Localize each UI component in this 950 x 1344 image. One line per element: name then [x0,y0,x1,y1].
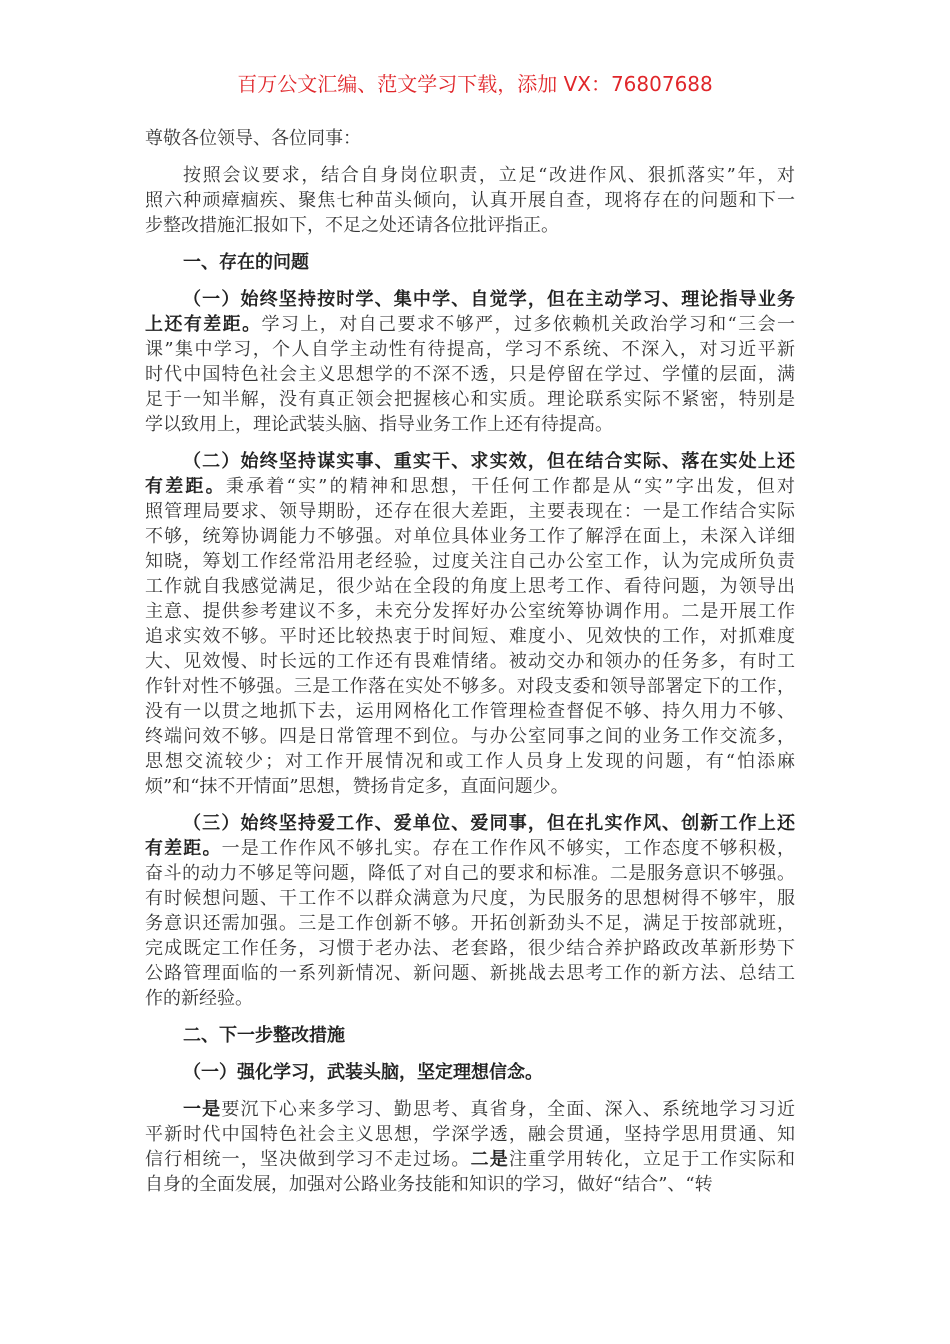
body-text: 注重学用转化，立足于工作实际和 [508,1149,796,1170]
body-text: 有时候想问题、干工作不以群众满意为尺度，为民服务的思想树得不够牢，服 [145,888,795,909]
text-line [145,911,795,936]
body-text: 平新时代中国特色社会主义思想，学深学透，融会贯通，坚持学思用贯通、知 [145,1124,795,1145]
text-line [145,861,795,886]
text-line [145,624,795,649]
text-line [145,774,795,799]
text-line [145,188,795,213]
text-line [145,362,795,387]
text-line [145,1097,795,1122]
text-line [145,1122,795,1147]
text-line [145,649,795,674]
text-line [145,126,795,151]
body-text: 大、见效慢、时长远的工作还有畏难情绪。被动交办和领办的任务多，有时工 [145,651,795,672]
text-line [145,287,795,312]
body-text: 追求实效不够。平时还比较热衷于时间短、难度小、见效快的工作，对抓难度 [145,626,795,647]
text-line [145,213,795,238]
body-text: 不够，统筹协调能力不够强。对单位具体业务工作了解浮在面上，未深入详细 [145,526,795,547]
body-text: 奋斗的动力不够足等问题，降低了对自己的要求和标准。二是服务意识不够强。 [145,863,795,884]
bold-text: 有差距。 [145,838,222,859]
text-line [145,449,795,474]
text-line [145,549,795,574]
body-text: 务意识还需加强。三是工作创新不够。开拓创新劲头不足，满足于按部就班， [145,913,795,934]
body-text: 没有一以贯之地抓下去，运用网格化工作管理检查督促不够、持久用力不够、 [145,701,795,722]
text-line [145,1172,795,1197]
text-line [145,836,795,861]
text-line [145,387,795,412]
paragraph [145,163,795,238]
body-text: 终端问效不够。四是日常管理不到位。与办公室同事之间的业务工作交流多， [145,726,795,747]
bold-text: （一）始终坚持按时学、集中学、自觉学，但在主动学习、理论指导业务 [183,289,795,310]
body-text: 知晓，筹划工作经常沿用老经验，过度关注自己办公室工作，认为完成所负责 [145,551,795,572]
text-line [145,524,795,549]
text-line [145,499,795,524]
bold-text: 二、下一步整改措施 [183,1025,345,1046]
body-text: 课”集中学习，个人自学主动性有待提高，学习不系统、不深入，对习近平新 [145,339,795,360]
bold-text: （一）强化学习，武装头脑，坚定理想信念。 [183,1062,543,1083]
body-text: 公路管理面临的一系列新情况、新问题、新挑战去思考工作的新方法、总结工 [145,963,795,984]
text-line [145,749,795,774]
body-text: 足于一知半解，没有真正领会把握核心和实质。理论联系实际不紧密，特别是 [145,389,795,410]
body-text: 作针对性不够强。三是工作落在实处不够多。对段支委和领导部署定下的工作， [145,676,795,697]
body-text: 烦”和“抹不开情面”思想，赞扬肯定多，直面问题少。 [145,776,569,797]
body-text: 自身的全面发展，加强对公路业务技能和知识的学习，做好“结合”、“转 [145,1174,713,1195]
text-line [145,163,795,188]
paragraph [145,287,795,437]
text-line [145,474,795,499]
text-line [145,961,795,986]
text-line [145,936,795,961]
text-line [145,250,795,275]
section-heading [145,1060,795,1085]
body-text: 工作就自我感觉满足，很少站在全段的角度上思考工作、看待问题，为领导出 [145,576,795,597]
bold-text: 一是 [183,1099,222,1120]
body-text: 学习上，对自己要求不够严，过多依赖机关政治学习和“三会一 [261,314,796,335]
text-line [145,337,795,362]
watermark-banner: 百万公文汇编、范文学习下载，添加 VX：76807688 [237,72,713,96]
paragraph [145,1097,795,1197]
text-line [145,811,795,836]
bold-text: （二）始终坚持谋实事、重实干、求实效，但在结合实际、落在实处上还 [183,451,795,472]
body-text: 按照会议要求，结合自身岗位职责，立足“改进作风、狠抓落实”年，对 [183,165,795,186]
bold-text: 有差距。 [145,476,226,497]
text-line [145,724,795,749]
body-text: 学以致用上，理论武装头脑、指导业务工作上还有待提高。 [145,414,613,435]
document-body [145,126,795,1197]
text-line [145,1060,795,1085]
section-heading [145,1023,795,1048]
paragraph [145,811,795,1011]
body-text: 思想交流较少；对工作开展情况和或工作人员身上发现的问题，有“怕添麻 [145,751,795,772]
text-line [145,599,795,624]
section-heading [145,126,795,151]
text-line [145,312,795,337]
bold-text: 二是 [470,1149,509,1170]
body-text: 时代中国特色社会主义思想学的不深不透，只是停留在学过、学懂的层面，满 [145,364,795,385]
body-text: 尊敬各位领导、各位同事： [145,128,361,149]
paragraph [145,449,795,799]
text-line [145,986,795,1011]
body-text: 作的新经验。 [145,988,253,1009]
body-text: 一是工作作风不够扎实。存在工作作风不够实，工作态度不够积极， [221,838,796,859]
body-text: 照六种顽瘴痼疾、聚焦七种苗头倾向，认真开展自查，现将存在的问题和下一 [145,190,795,211]
body-text: 信行相统一，坚决做到学习不走过场。 [145,1149,471,1170]
text-line [145,1147,795,1172]
body-text: 步整改措施汇报如下，不足之处还请各位批评指正。 [145,215,559,236]
body-text: 照管理局要求、领导期盼，还存在很大差距，主要表现在：一是工作结合实际 [145,501,795,522]
text-line [145,674,795,699]
body-text: 完成既定工作任务，习惯于老办法、老套路，很少结合养护路政改革新形势下 [145,938,795,959]
text-line [145,574,795,599]
body-text: 主意、提供参考建议不多，未充分发挥好办公室统筹协调作用。二是开展工作 [145,601,795,622]
section-heading [145,250,795,275]
bold-text: （三）始终坚持爱工作、爱单位、爱同事，但在扎实作风、创新工作上还 [183,813,795,834]
text-line [145,412,795,437]
body-text: 要沉下心来多学习、勤思考、真省身，全面、深入、系统地学习习近 [221,1099,796,1120]
body-text: 秉承着“实”的精神和思想，干任何工作都是从“实”字出发，但对 [225,476,795,497]
text-line [145,886,795,911]
bold-text: 上还有差距。 [145,314,262,335]
text-line [145,1023,795,1048]
bold-text: 一、存在的问题 [183,252,309,273]
text-line [145,699,795,724]
